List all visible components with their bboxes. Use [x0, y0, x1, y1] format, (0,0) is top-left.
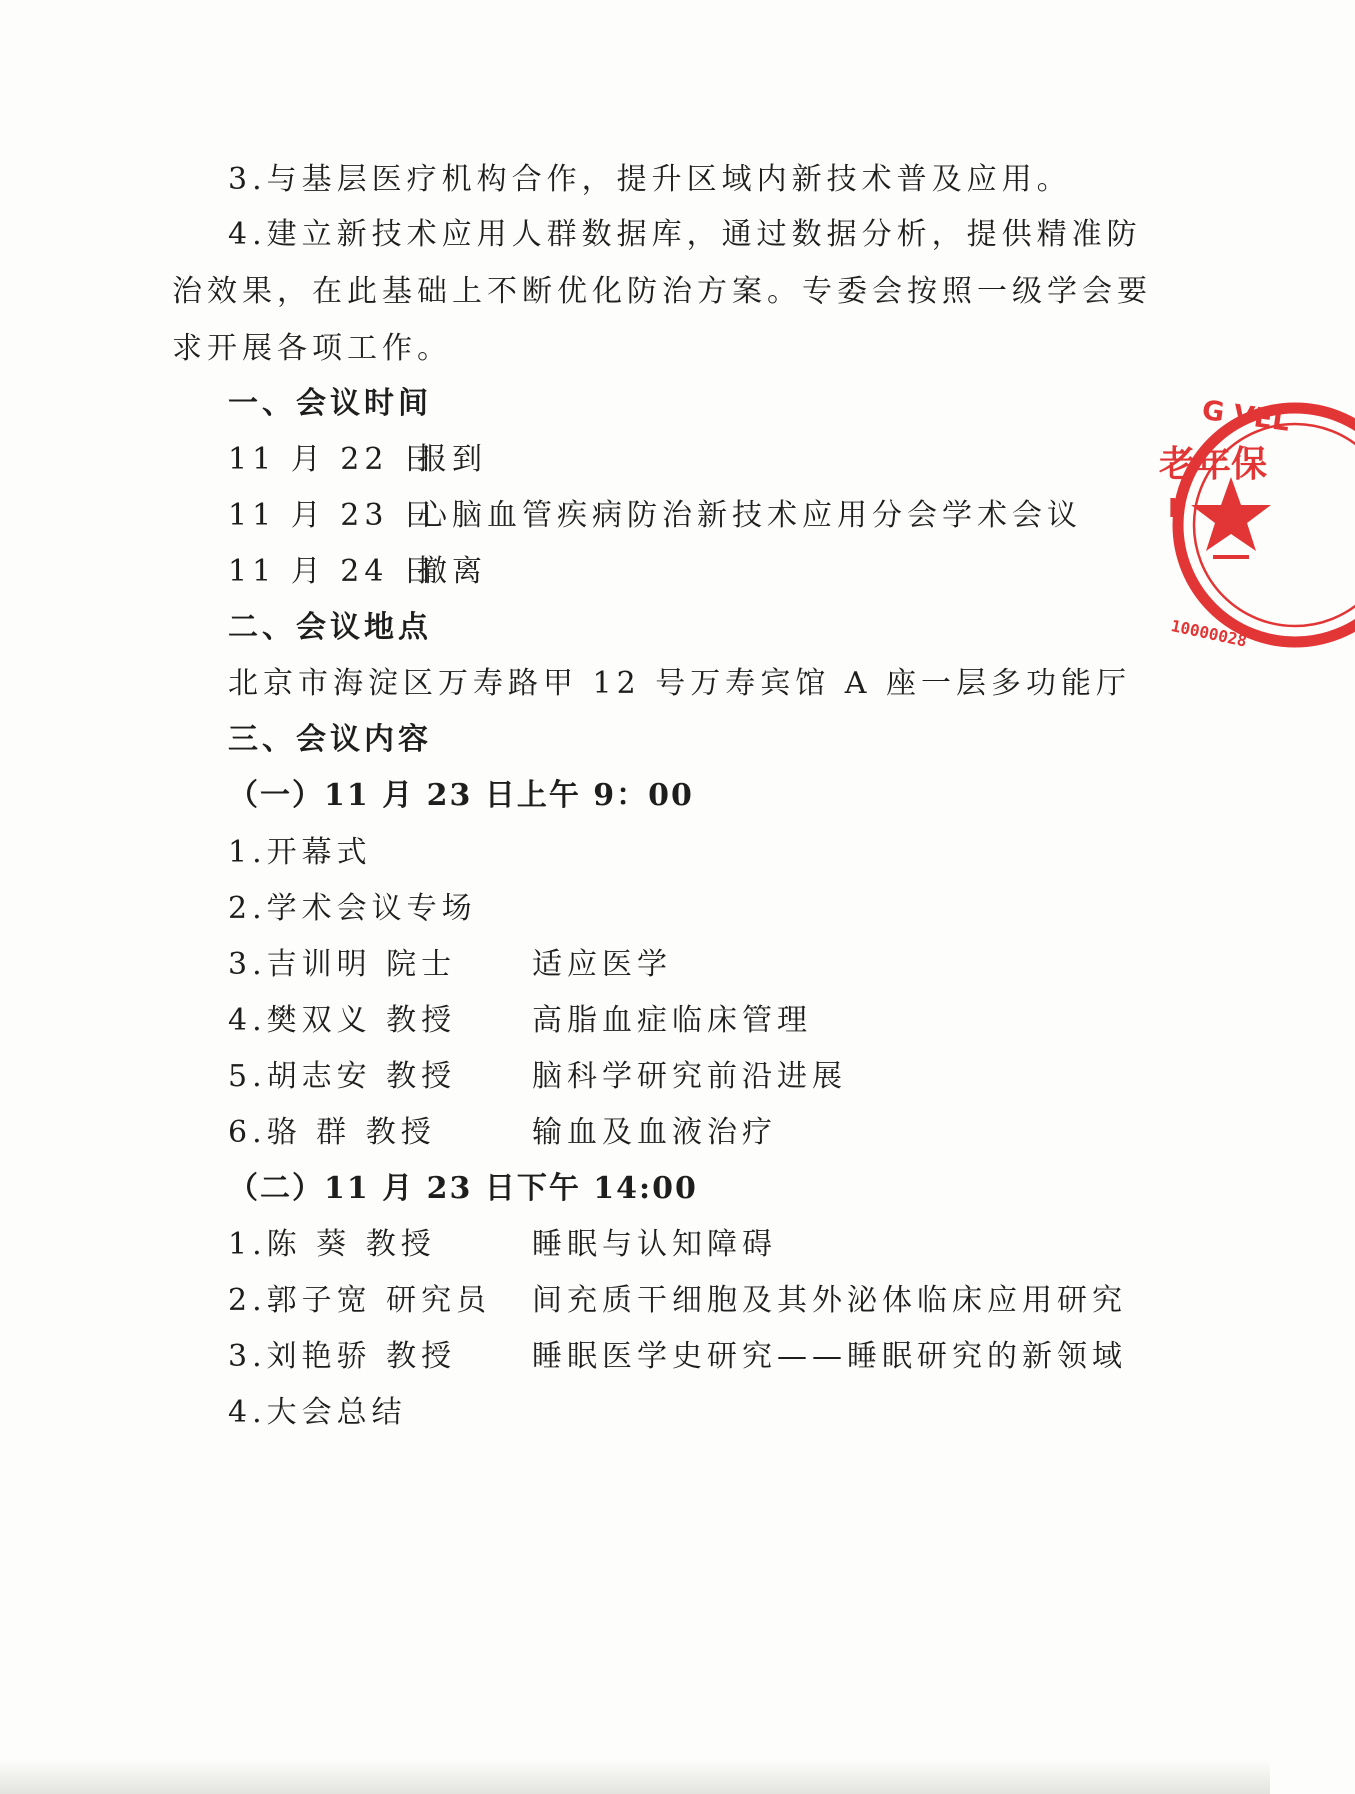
agenda-speaker: 5.胡志安 教授 [228, 1059, 457, 1094]
schedule-date: 11 月 23 日 [228, 498, 438, 533]
section-heading-meeting-time: 一、会议时间 [228, 386, 432, 421]
agenda-topic: 输血及血液治疗 [532, 1115, 777, 1150]
agenda-speaker: 4.樊双义 教授 [228, 1003, 457, 1038]
agenda-topic: 睡眠医学史研究——睡眠研究的新领域 [532, 1339, 1127, 1374]
section-heading-meeting-content: 三、会议内容 [228, 722, 432, 757]
agenda-topic: 间充质干细胞及其外泌体临床应用研究 [532, 1283, 1127, 1318]
seal-text-chars: 老年保 [1159, 443, 1268, 485]
agenda-speaker: 4.大会总结 [228, 1395, 407, 1430]
seal-text-bottom: 10000028 [1169, 616, 1249, 651]
seal-underline [1213, 555, 1249, 559]
section-heading-meeting-venue: 二、会议地点 [228, 610, 432, 645]
seal-text-top: G VEL [1199, 394, 1292, 438]
session-title-afternoon: （二）11 月 23 日下午 14:00 [228, 1171, 698, 1206]
session-title-morning: （一）11 月 23 日上午 9：00 [228, 778, 694, 813]
seal-star-icon [1191, 477, 1271, 551]
agenda-topic: 适应医学 [532, 947, 672, 982]
paragraph-item-4-line-1: 4.建立新技术应用人群数据库，通过数据分析，提供精准防 [228, 217, 1142, 252]
schedule-date: 11 月 22 日 [228, 442, 438, 477]
scan-bottom-shadow [0, 1760, 1270, 1794]
paragraph-item-4-line-2: 治效果，在此基础上不断优化防治方案。专委会按照一级学会要 [172, 274, 1152, 309]
paragraph-item-3: 3.与基层医疗机构合作，提升区域内新技术普及应用。 [228, 162, 1072, 197]
schedule-date: 11 月 24 日 [228, 554, 438, 589]
agenda-topic: 脑科学研究前沿进展 [532, 1059, 847, 1094]
seal-text-side: I [1168, 494, 1178, 524]
official-seal-stamp [1159, 380, 1355, 670]
schedule-event: 报到 [417, 442, 487, 477]
agenda-speaker: 1.开幕式 [228, 835, 372, 870]
agenda-speaker: 3.刘艳骄 教授 [228, 1339, 457, 1374]
agenda-speaker: 3.吉训明 院士 [228, 947, 457, 982]
venue-address: 北京市海淀区万寿路甲 12 号万寿宾馆 A 座一层多功能厅 [228, 666, 1131, 701]
agenda-topic: 睡眠与认知障碍 [532, 1227, 777, 1262]
schedule-event: 撤离 [417, 554, 487, 589]
agenda-speaker: 2.郭子宽 研究员 [228, 1283, 492, 1318]
agenda-speaker: 2.学术会议专场 [228, 891, 477, 926]
schedule-event: 心脑血管疾病防治新技术应用分会学术会议 [417, 498, 1082, 533]
agenda-topic: 高脂血症临床管理 [532, 1003, 812, 1038]
agenda-speaker: 6.骆 群 教授 [228, 1115, 436, 1150]
agenda-speaker: 1.陈 葵 教授 [228, 1227, 436, 1262]
paragraph-item-4-line-3: 求开展各项工作。 [172, 331, 452, 366]
